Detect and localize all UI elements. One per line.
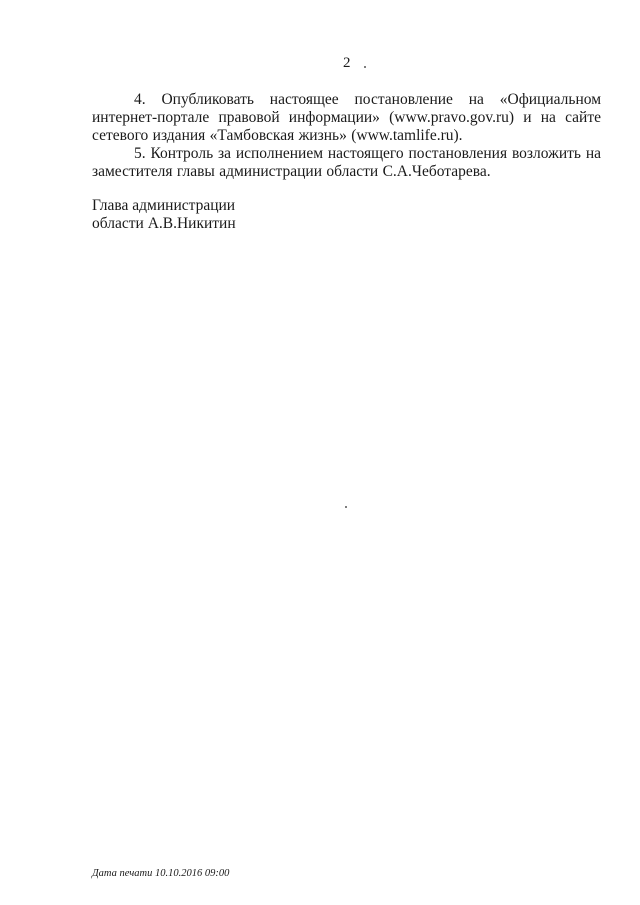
page-number: 2 (343, 55, 351, 71)
scan-speck (364, 66, 366, 68)
paragraph-item-5: 5. Контроль за исполнением настоящего постановления возложить на заместителя главы администрации области С.А.Чеботарева. (92, 145, 601, 180)
signature-block (92, 197, 236, 233)
signature-name-line: области А.В.Никитин (92, 215, 236, 232)
scan-speck (345, 506, 347, 508)
paragraph-item-4: 4. Опубликовать настоящее постановление на «Официальном интернет-портале правовой информации» (www.pravo.gov.ru) и на сайте сетевого издания «Тамбовская жизнь» (www.tamlife.ru). (92, 91, 601, 144)
signature-title-line: Глава администрации (92, 197, 236, 214)
print-date-footer: Дата печати 10.10.2016 09:00 (92, 868, 230, 879)
